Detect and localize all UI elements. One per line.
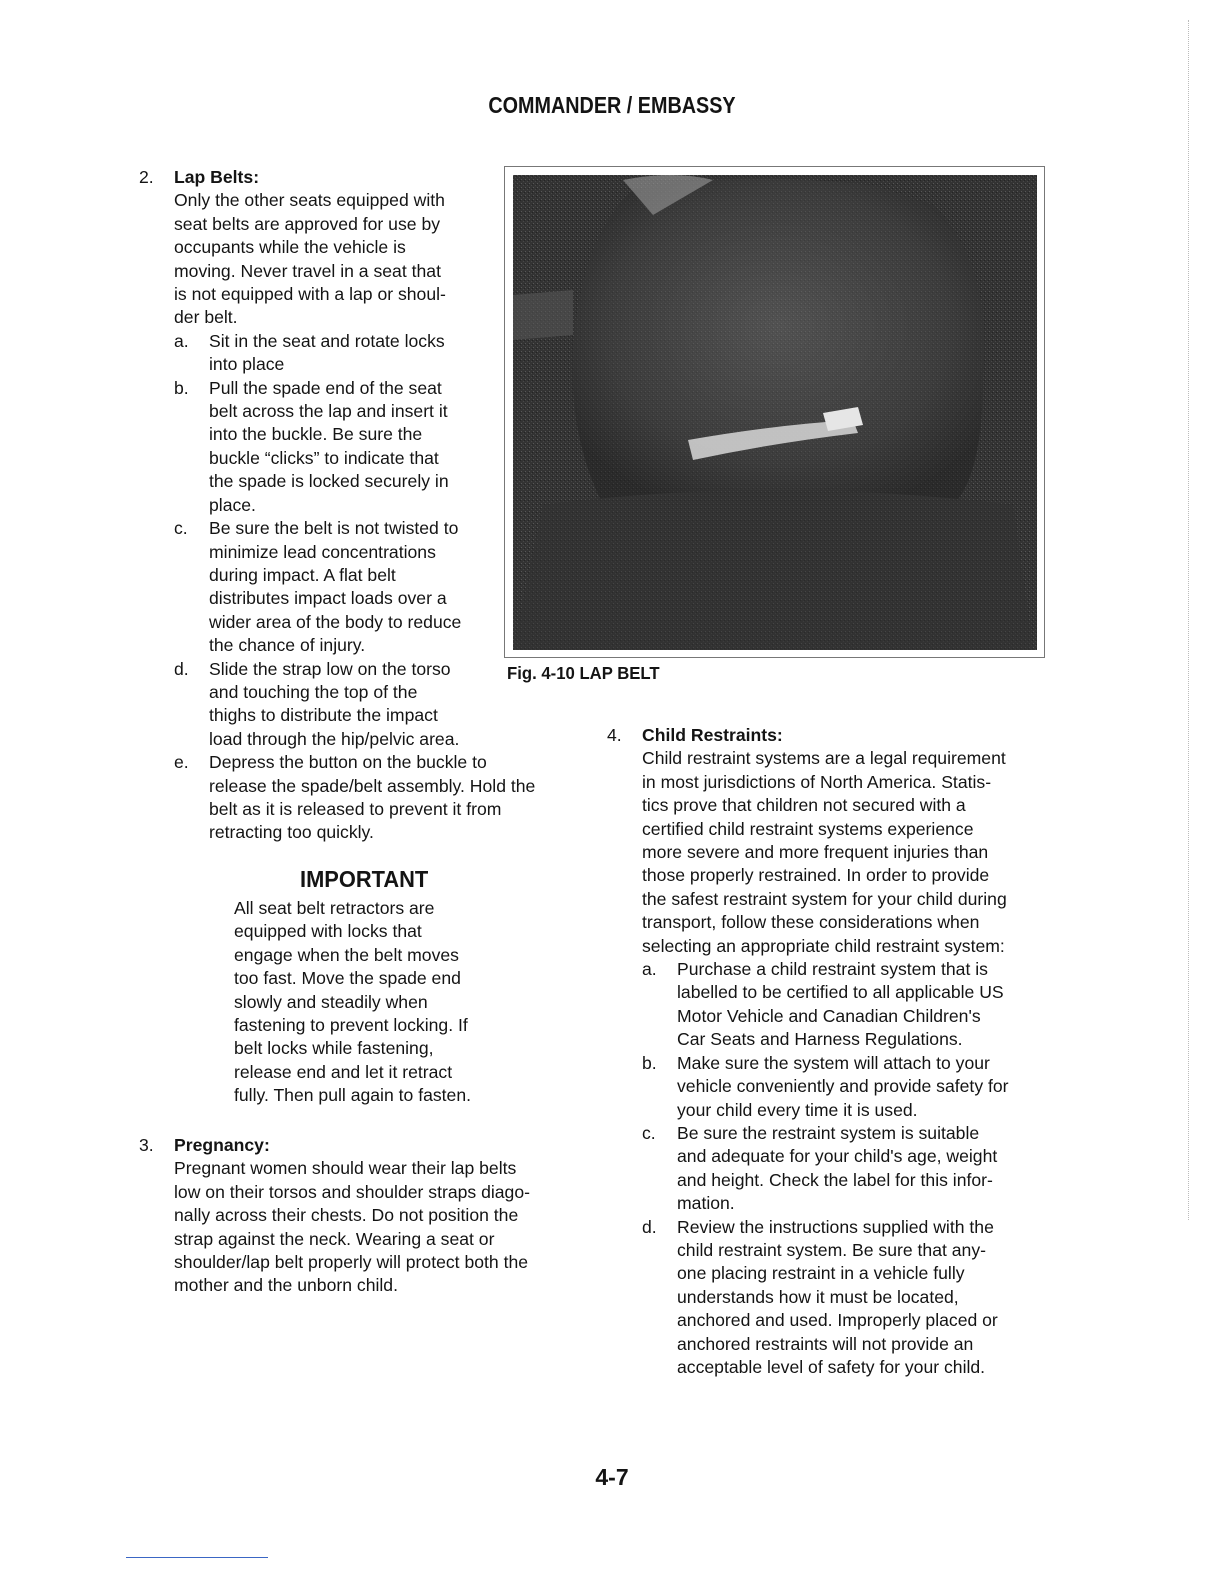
text-line: All seat belt retractors are bbox=[234, 898, 435, 918]
child-restraints-heading: Child Restraints: bbox=[642, 725, 783, 745]
text-line: mother and the unborn child. bbox=[174, 1275, 398, 1296]
text-line: engage when the belt moves bbox=[234, 944, 459, 965]
step-label: b. bbox=[174, 377, 189, 398]
text-line: Make sure the system will attach to your bbox=[677, 1052, 990, 1073]
step-label: d. bbox=[174, 658, 189, 679]
lap-belt-photo-image bbox=[513, 175, 1037, 650]
text-line: slowly and steadily when bbox=[234, 991, 428, 1012]
text-line: too fast. Move the spade end bbox=[234, 968, 461, 989]
text-line: load through the hip/pelvic area. bbox=[209, 728, 460, 749]
text-line: anchored restraints will not provide an bbox=[677, 1333, 974, 1354]
step-label: b. bbox=[642, 1052, 657, 1073]
lap-belts-step-d bbox=[174, 658, 514, 752]
text-line: Pull the spade end of the seat bbox=[209, 377, 442, 398]
text-line: nally across their chests. Do not position the bbox=[174, 1205, 519, 1226]
text-line: fastening to prevent locking. If bbox=[234, 1015, 468, 1036]
text-line: into the buckle. Be sure the bbox=[209, 424, 423, 445]
step-label: a. bbox=[174, 330, 189, 351]
text-line: seat belts are approved for use by bbox=[174, 213, 441, 234]
lap-belts-step-a bbox=[174, 330, 514, 377]
text-line: shoulder/lap belt properly will protect both the bbox=[174, 1252, 529, 1273]
pregnancy-heading: Pregnancy: bbox=[174, 1135, 270, 1155]
text-line: tics prove that children not secured with a bbox=[642, 795, 966, 816]
lap-belts-step-c bbox=[174, 517, 514, 657]
text-line: during impact. A flat belt bbox=[209, 564, 396, 585]
text-line: belt locks while fastening, bbox=[234, 1038, 434, 1059]
text-line: and touching the top of the bbox=[209, 681, 418, 702]
text-line: Purchase a child restraint system that is bbox=[677, 959, 988, 980]
text-line: anchored and used. Improperly placed or bbox=[677, 1310, 998, 1331]
lap-belts-step-e bbox=[174, 751, 629, 845]
text-line: is not equipped with a lap or shoul- bbox=[174, 284, 446, 305]
footer-rule bbox=[126, 1557, 268, 1558]
text-line: Slide the strap low on the torso bbox=[209, 658, 451, 679]
step-label: c. bbox=[174, 518, 188, 539]
text-line: transport, follow these considerations when bbox=[642, 912, 980, 933]
text-line: in most jurisdictions of North America. Statis- bbox=[642, 771, 992, 792]
important-title: IMPORTANT bbox=[300, 866, 429, 892]
child-restraints-step-d bbox=[642, 1216, 1062, 1380]
pregnancy-number: 3. bbox=[139, 1135, 154, 1155]
text-line: certified child restraint systems experience bbox=[642, 818, 974, 839]
text-line: understands how it must be located, bbox=[677, 1286, 959, 1307]
child-restraints-section bbox=[642, 724, 1062, 1379]
text-line: release end and let it retract bbox=[234, 1061, 453, 1082]
text-line: minimize lead concentrations bbox=[209, 541, 436, 562]
text-line: Motor Vehicle and Canadian Children's bbox=[677, 1005, 981, 1026]
text-line: the safest restraint system for your child during bbox=[642, 888, 1007, 909]
text-line: acceptable level of safety for your child. bbox=[677, 1356, 986, 1377]
text-line: the chance of injury. bbox=[209, 635, 366, 656]
text-line: your child every time it is used. bbox=[677, 1099, 918, 1120]
text-line: thighs to distribute the impact bbox=[209, 705, 438, 726]
text-line: one placing restraint in a vehicle fully bbox=[677, 1263, 965, 1284]
text-line: retracting too quickly. bbox=[209, 822, 374, 843]
pregnancy-section bbox=[174, 1134, 594, 1298]
text-line: Be sure the belt is not twisted to bbox=[209, 518, 459, 539]
lap-belts-section bbox=[174, 166, 536, 845]
text-line: belt as it is released to prevent it from bbox=[209, 798, 502, 819]
text-line: Depress the button on the buckle to bbox=[209, 752, 487, 773]
text-line: wider area of the body to reduce bbox=[209, 611, 462, 632]
page-number: 4-7 bbox=[595, 1464, 629, 1490]
text-line: low on their torsos and shoulder straps diago- bbox=[174, 1181, 530, 1202]
text-line: equipped with locks that bbox=[234, 921, 422, 942]
text-line: belt across the lap and insert it bbox=[209, 401, 448, 422]
text-line: and height. Check the label for this infor- bbox=[677, 1169, 993, 1190]
text-line: Sit in the seat and rotate locks bbox=[209, 330, 445, 351]
text-line: selecting an appropriate child restraint system: bbox=[642, 935, 1005, 956]
figure-caption: Fig. 4-10 LAP BELT bbox=[507, 663, 660, 683]
text-line: place. bbox=[209, 494, 256, 515]
text-line: Car Seats and Harness Regulations. bbox=[677, 1029, 963, 1050]
child-restraints-step-c bbox=[642, 1122, 1062, 1216]
lap-belts-step-b bbox=[174, 377, 514, 517]
text-line: release the spade/belt assembly. Hold the bbox=[209, 775, 536, 796]
text-line: Be sure the restraint system is suitable bbox=[677, 1122, 980, 1143]
scan-edge-artifact bbox=[1188, 20, 1189, 1220]
text-line: fully. Then pull again to fasten. bbox=[234, 1085, 472, 1106]
text-line: into place bbox=[209, 354, 285, 375]
important-body bbox=[234, 897, 534, 1108]
child-restraints-step-b bbox=[642, 1052, 1062, 1122]
text-line: vehicle conveniently and provide safety for bbox=[677, 1076, 1009, 1097]
text-line: buckle “clicks” to indicate that bbox=[209, 447, 439, 468]
text-line: Review the instructions supplied with the bbox=[677, 1216, 994, 1237]
text-line: child restraint system. Be sure that any- bbox=[677, 1239, 986, 1260]
lap-belt-photo bbox=[504, 166, 1045, 658]
text-line: der belt. bbox=[174, 307, 238, 328]
step-label: d. bbox=[642, 1216, 657, 1237]
text-line: Pregnant women should wear their lap belts bbox=[174, 1158, 517, 1179]
text-line: strap against the neck. Wearing a seat or bbox=[174, 1228, 495, 1249]
text-line: Only the other seats equipped with bbox=[174, 190, 445, 211]
text-line: moving. Never travel in a seat that bbox=[174, 260, 441, 281]
lap-belts-number: 2. bbox=[139, 167, 154, 187]
child-restraints-step-a bbox=[642, 958, 1062, 1052]
text-line: occupants while the vehicle is bbox=[174, 237, 406, 258]
step-label: c. bbox=[642, 1122, 656, 1143]
text-line: more severe and more frequent injuries than bbox=[642, 842, 989, 863]
text-line: mation. bbox=[677, 1193, 735, 1214]
lap-belts-heading: Lap Belts: bbox=[174, 167, 260, 187]
lap-belts-intro bbox=[174, 189, 514, 329]
text-line: and adequate for your child's age, weight bbox=[677, 1146, 998, 1167]
step-label: a. bbox=[642, 959, 657, 980]
text-line: the spade is locked securely in bbox=[209, 471, 449, 492]
text-line: distributes impact loads over a bbox=[209, 588, 447, 609]
page-header: COMMANDER / EMBASSY bbox=[488, 92, 736, 118]
text-line: those properly restrained. In order to provide bbox=[642, 865, 990, 886]
text-line: labelled to be certified to all applicable US bbox=[677, 982, 1004, 1003]
child-restraints-number: 4. bbox=[607, 725, 622, 745]
text-line: Child restraint systems are a legal requirement bbox=[642, 748, 1006, 769]
step-label: e. bbox=[174, 752, 189, 773]
